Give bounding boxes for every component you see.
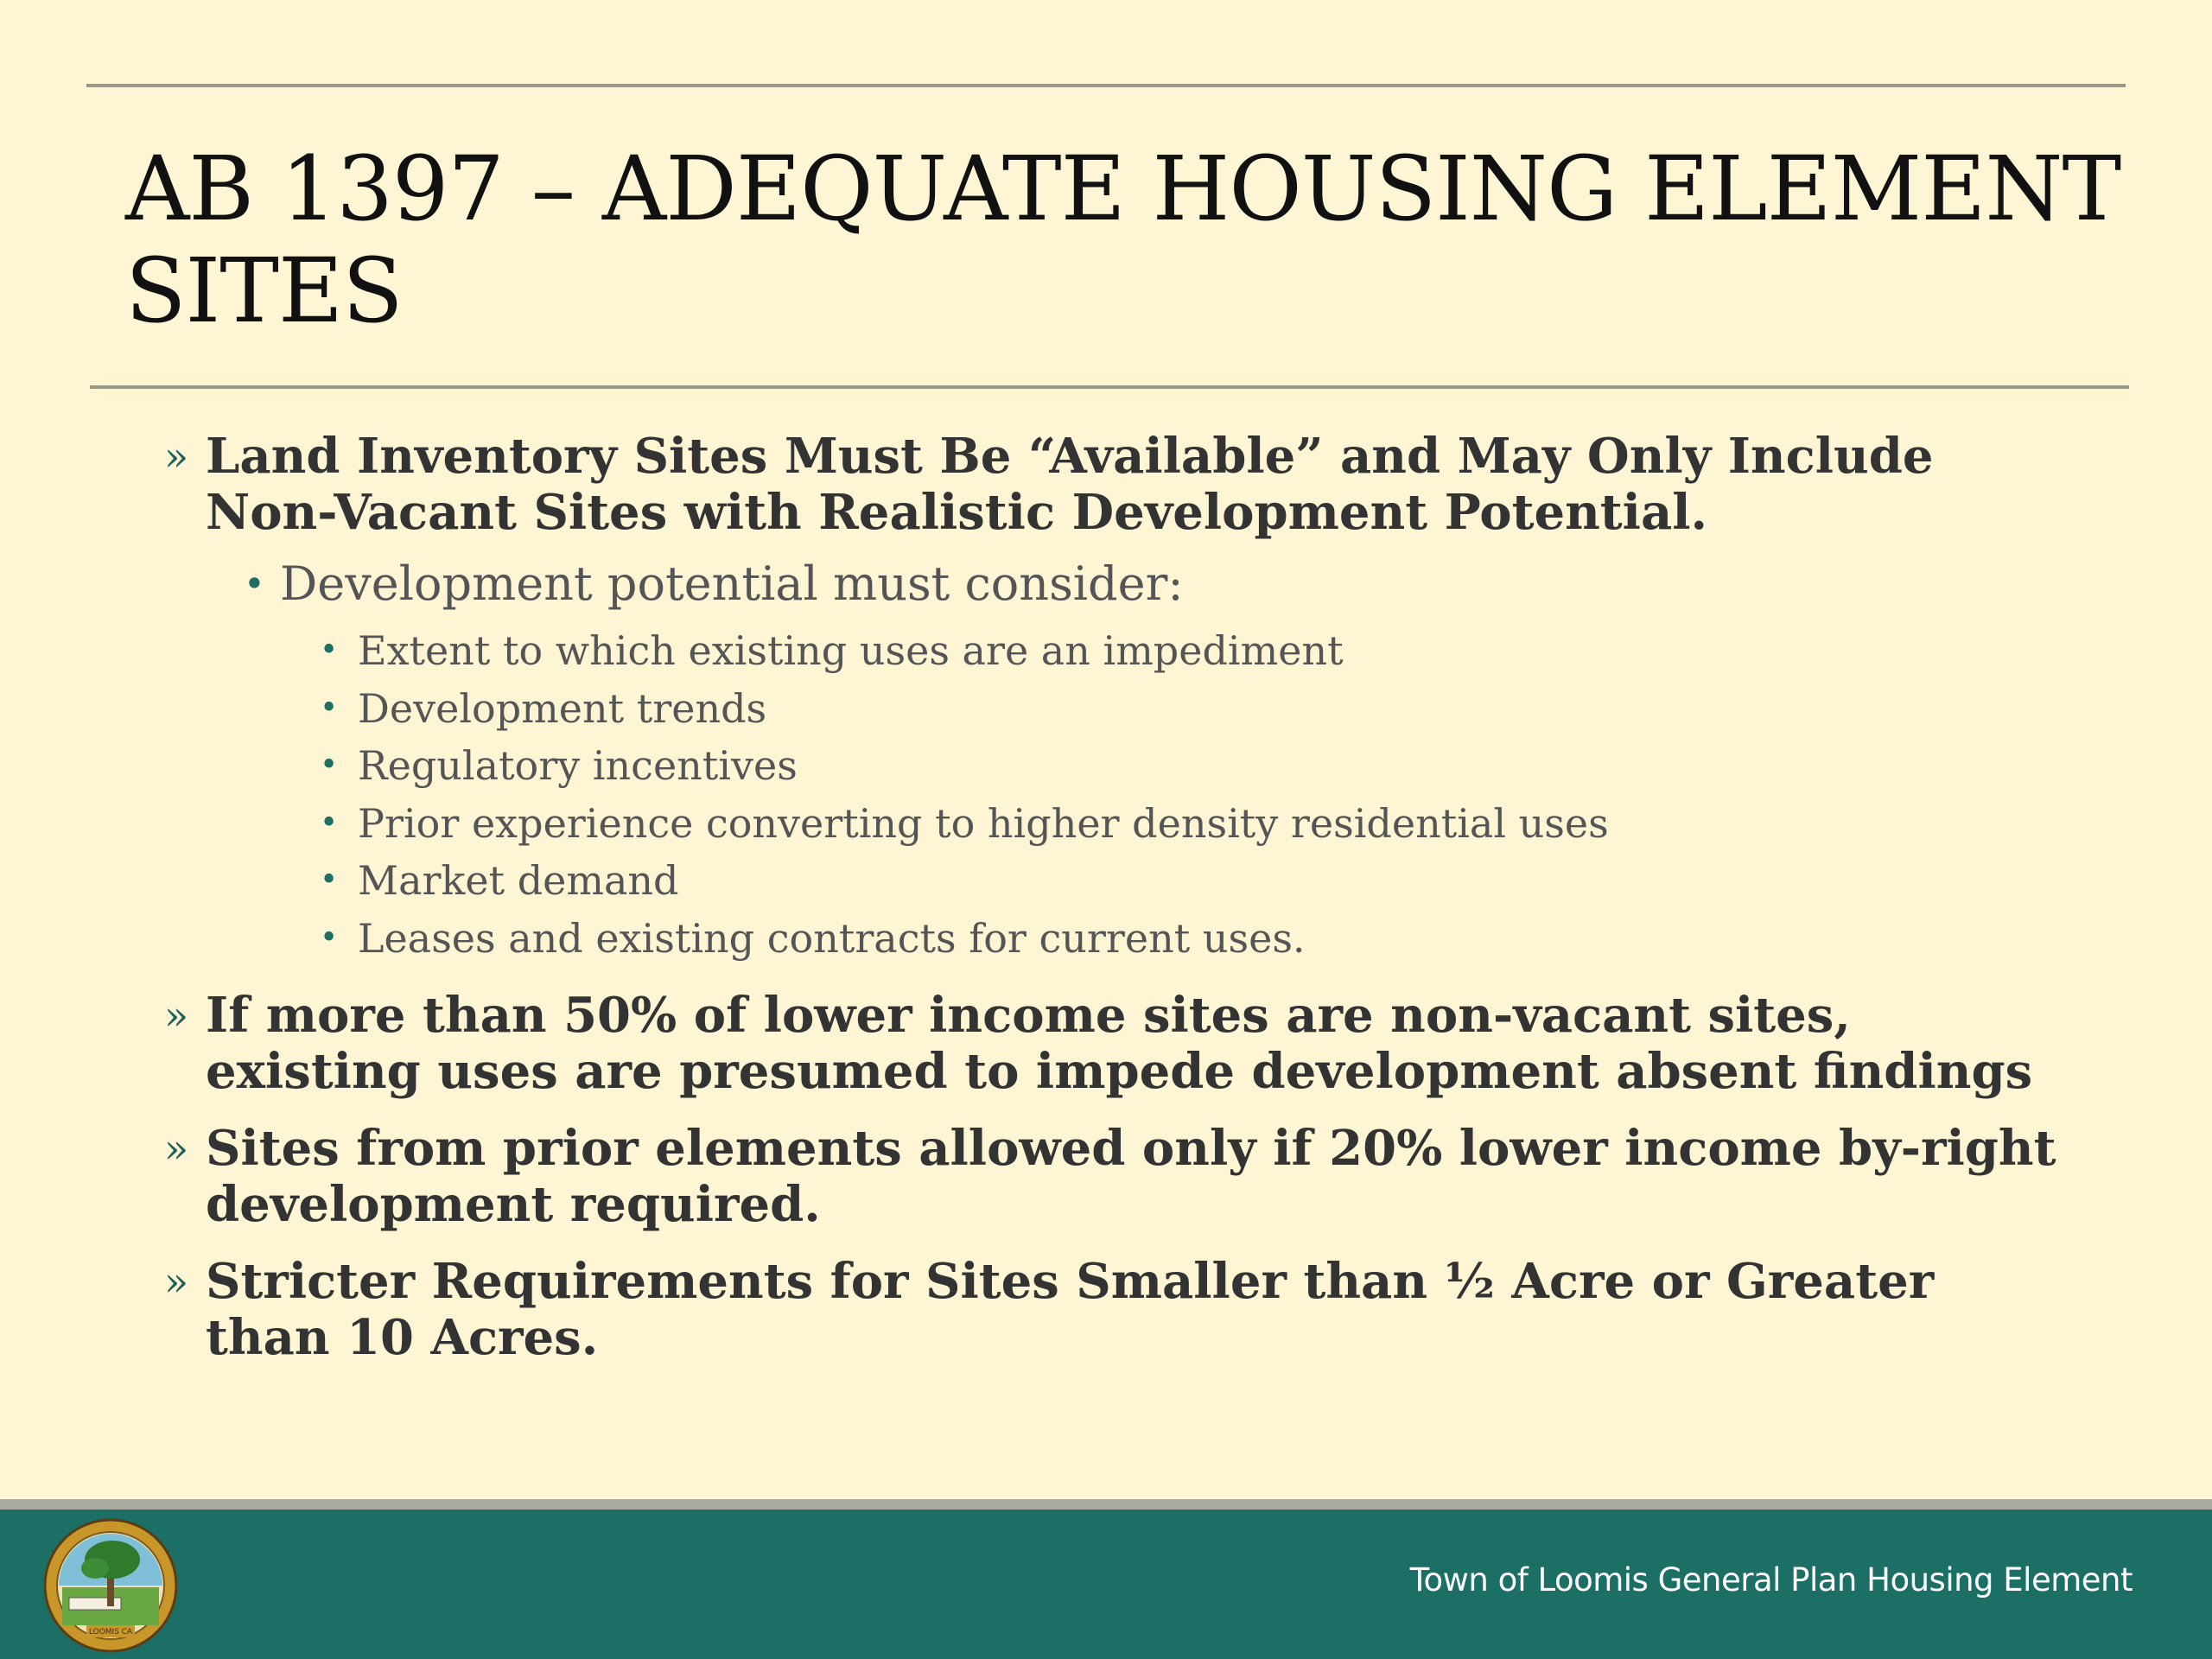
slide-body (164, 429, 2065, 1387)
chevron-bullet-icon: » (164, 1125, 189, 1172)
bullet-item (164, 429, 2065, 541)
bullet-text: Land Inventory Sites Must Be “Available” and May Only Include Non-Vacant Sites with Realistic Development Potential. (206, 428, 1934, 541)
chevron-bullet-icon: » (164, 1258, 189, 1305)
bullet-item (164, 1254, 2065, 1366)
footer-divider (0, 1499, 2212, 1510)
bullet-text: If more than 50% of lower income sites are non-vacant sites, existing uses are presumed to impede development absent findings (206, 987, 2033, 1100)
footer-bar (0, 1510, 2212, 1659)
sub-sub-bullet-item (320, 680, 2065, 738)
svg-text:LOOMIS CA: LOOMIS CA (88, 1628, 133, 1637)
dot-bullet-icon: • (320, 690, 339, 726)
dot-bullet-icon: • (320, 862, 339, 898)
dot-bullet-icon: • (320, 919, 339, 956)
dot-bullet-icon: • (244, 563, 265, 605)
sub-sub-bullet-text: Regulatory incentives (358, 742, 798, 789)
sub-sub-bullet-text: Prior experience converting to higher density residential uses (358, 799, 1609, 847)
sub-sub-bullet-item (320, 795, 2065, 853)
bullet-text: Sites from prior elements allowed only if 20% lower income by-right development required. (206, 1120, 2056, 1233)
footer-title: Town of Loomis General Plan Housing Element (1409, 1561, 2133, 1599)
dot-bullet-icon: • (320, 804, 339, 841)
sub-sub-bullet-text: Market demand (358, 857, 679, 904)
bullet-text: Stricter Requirements for Sites Smaller than ½ Acre or Greater than 10 Acres. (206, 1253, 1935, 1366)
sub-sub-bullet-item (320, 622, 2065, 680)
title-divider (90, 385, 2129, 389)
sub-bullet-text: Development potential must consider: (280, 556, 1184, 611)
sub-sub-bullet-item (320, 910, 2065, 968)
chevron-bullet-icon: » (164, 992, 189, 1039)
sub-sub-bullet-text: Leases and existing contracts for current uses. (358, 914, 1306, 962)
sub-sub-bullet-item (320, 737, 2065, 795)
town-seal-icon (43, 1518, 178, 1653)
slide-title: AB 1397 – ADEQUATE HOUSING ELEMENT SITES (125, 137, 2121, 343)
dot-bullet-icon: • (320, 747, 339, 783)
bullet-item (164, 988, 2065, 1100)
dot-bullet-icon: • (320, 632, 339, 668)
sub-bullet-item (244, 553, 2065, 615)
bullet-item (164, 1121, 2065, 1233)
chevron-bullet-icon: » (164, 433, 189, 480)
sub-sub-bullet-text: Development trends (358, 684, 767, 732)
sub-sub-bullet-item (320, 852, 2065, 910)
sub-sub-bullet-text: Extent to which existing uses are an impediment (358, 627, 1344, 674)
top-divider (86, 84, 2126, 87)
sub-sub-bullet-list (164, 622, 2065, 967)
